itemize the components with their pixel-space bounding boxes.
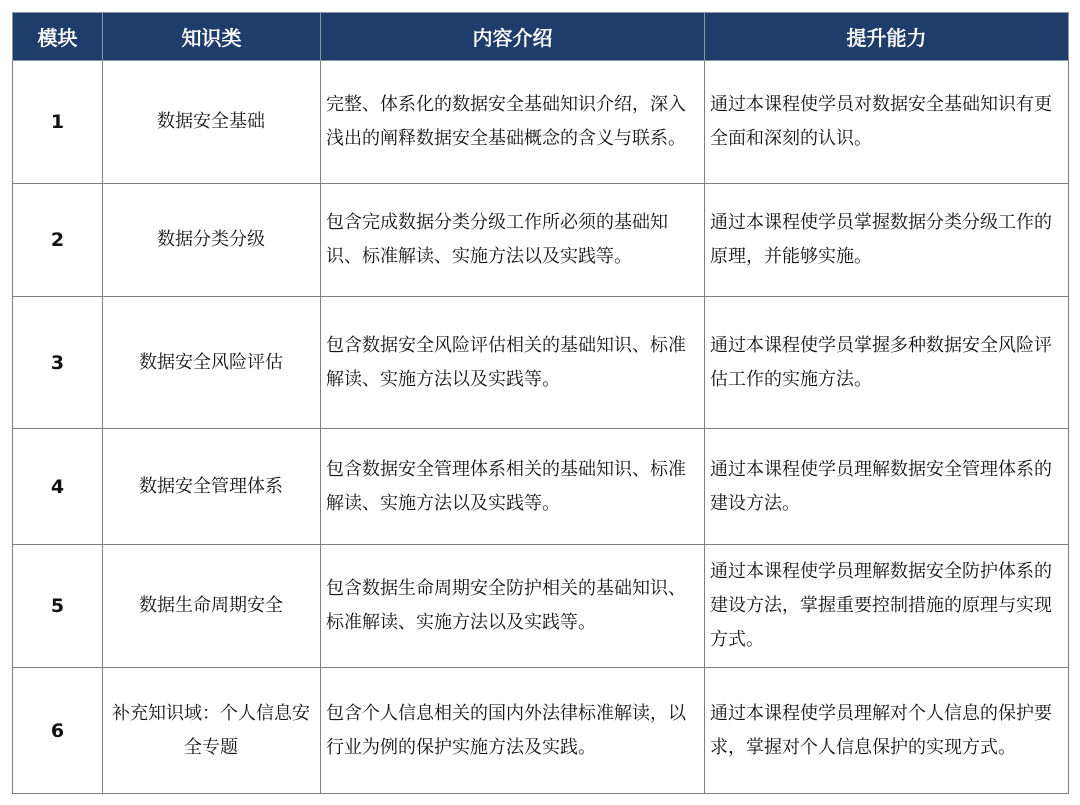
category-cell: 数据安全基础 xyxy=(103,61,321,184)
content-cell: 包含数据生命周期安全防护相关的基础知识、标准解读、实施方法以及实践等。 xyxy=(321,545,705,668)
ability-cell: 通过本课程使学员理解对个人信息的保护要求，掌握对个人信息保护的实现方式。 xyxy=(705,668,1069,794)
ability-cell: 通过本课程使学员理解数据安全防护体系的建设方法，掌握重要控制措施的原理与实现方式。 xyxy=(705,545,1069,668)
category-cell: 数据安全风险评估 xyxy=(103,297,321,429)
category-cell: 数据安全管理体系 xyxy=(103,429,321,545)
header-module: 模块 xyxy=(13,13,103,61)
category-cell: 数据生命周期安全 xyxy=(103,545,321,668)
course-table-container xyxy=(12,12,1068,792)
course-module-table xyxy=(12,12,1069,794)
content-cell: 包含数据安全风险评估相关的基础知识、标准解读、实施方法以及实践等。 xyxy=(321,297,705,429)
category-cell: 补充知识域：个人信息安全专题 xyxy=(103,668,321,794)
table-row xyxy=(13,429,1069,545)
module-number: 6 xyxy=(13,668,103,794)
table-row xyxy=(13,545,1069,668)
table-row xyxy=(13,668,1069,794)
ability-cell: 通过本课程使学员对数据安全基础知识有更全面和深刻的认识。 xyxy=(705,61,1069,184)
header-category: 知识类 xyxy=(103,13,321,61)
content-cell: 完整、体系化的数据安全基础知识介绍，深入浅出的阐释数据安全基础概念的含义与联系。 xyxy=(321,61,705,184)
module-number: 5 xyxy=(13,545,103,668)
content-cell: 包含数据安全管理体系相关的基础知识、标准解读、实施方法以及实践等。 xyxy=(321,429,705,545)
content-cell: 包含个人信息相关的国内外法律标准解读，以行业为例的保护实施方法及实践。 xyxy=(321,668,705,794)
module-number: 3 xyxy=(13,297,103,429)
module-number: 2 xyxy=(13,184,103,297)
module-number: 1 xyxy=(13,61,103,184)
ability-cell: 通过本课程使学员理解数据安全管理体系的建设方法。 xyxy=(705,429,1069,545)
ability-cell: 通过本课程使学员掌握多种数据安全风险评估工作的实施方法。 xyxy=(705,297,1069,429)
table-header-row xyxy=(13,13,1069,61)
category-cell: 数据分类分级 xyxy=(103,184,321,297)
table-row xyxy=(13,184,1069,297)
module-number: 4 xyxy=(13,429,103,545)
header-ability: 提升能力 xyxy=(705,13,1069,61)
content-cell: 包含完成数据分类分级工作所必须的基础知识、标准解读、实施方法以及实践等。 xyxy=(321,184,705,297)
ability-cell: 通过本课程使学员掌握数据分类分级工作的原理，并能够实施。 xyxy=(705,184,1069,297)
table-row xyxy=(13,297,1069,429)
header-content: 内容介绍 xyxy=(321,13,705,61)
table-row xyxy=(13,61,1069,184)
